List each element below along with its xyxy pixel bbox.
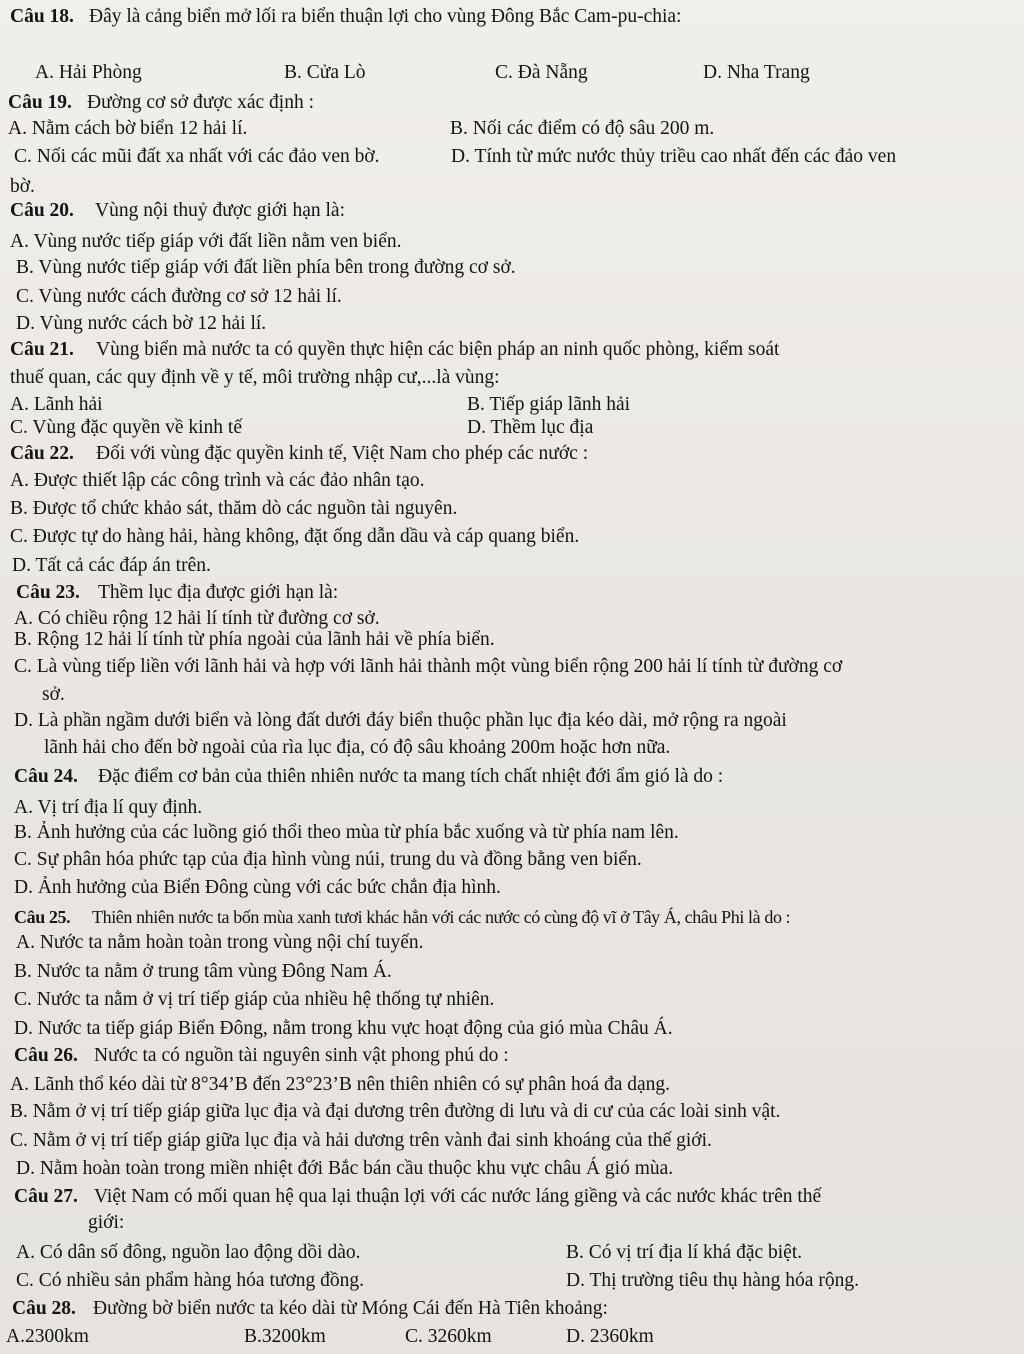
question-28-option-b: B.3200km (244, 1326, 326, 1347)
question-28-option-c: C. 3260km (405, 1326, 492, 1347)
question-21-option-c: C. Vùng đặc quyền về kinh tế (10, 417, 242, 438)
question-25-stem: Thiên nhiên nước ta bốn mùa xanh tươi khác hẳn với các nước có cùng độ vĩ ở Tây Á, châu Phi là do : (92, 907, 791, 927)
question-23-option-d-cont: lãnh hải cho đến bờ ngoài của rìa lục địa, có độ sâu khoảng 200m hoặc hơn nữa. (44, 737, 671, 758)
question-21-stem-1: Vùng biển mà nước ta có quyền thực hiện các biện pháp an ninh quốc phòng, kiểm soát (96, 339, 780, 360)
question-23-number: Câu 23. (16, 582, 80, 603)
question-25-number: Câu 25. (14, 907, 71, 927)
question-19-number: Câu 19. (8, 92, 72, 113)
question-21-option-d: D. Thềm lục địa (467, 417, 594, 438)
question-19-option-a: A. Nằm cách bờ biển 12 hải lí. (8, 118, 248, 139)
question-25-option-c: C. Nước ta nằm ở vị trí tiếp giáp của nhiều hệ thống tự nhiên. (14, 989, 495, 1010)
question-21-number: Câu 21. (10, 339, 74, 360)
question-25-option-a: A. Nước ta nằm hoàn toàn trong vùng nội chí tuyến. (16, 932, 424, 953)
question-26-option-c: C. Nằm ở vị trí tiếp giáp giữa lục địa và hải dương trên vành đai sinh khoáng của thế giới. (10, 1130, 712, 1151)
question-23-stem: Thềm lục địa được giới hạn là: (98, 582, 339, 603)
question-18-stem: Đây là cảng biển mở lối ra biển thuận lợi cho vùng Đông Bắc Cam-pu-chia: (89, 6, 682, 27)
question-20-stem: Vùng nội thuỷ được giới hạn là: (95, 200, 345, 221)
question-24-option-d: D. Ảnh hưởng của Biển Đông cùng với các bức chắn địa hình. (14, 877, 501, 898)
question-22-option-b: B. Được tổ chức khảo sát, thăm dò các nguồn tài nguyên. (10, 498, 458, 519)
question-28-option-a: A.2300km (6, 1326, 89, 1347)
question-20-option-d: D. Vùng nước cách bờ 12 hải lí. (16, 313, 267, 334)
question-26-option-d: D. Nằm hoàn toàn trong miền nhiệt đới Bắc bán cầu thuộc khu vực châu Á gió mùa. (16, 1158, 674, 1179)
question-26-number: Câu 26. (14, 1045, 78, 1066)
question-24-option-c: C. Sự phân hóa phức tạp của địa hình vùng núi, trung du và đồng bằng ven biển. (14, 849, 642, 870)
question-18-option-a: A. Hải Phòng (35, 62, 142, 83)
question-20-option-b: B. Vùng nước tiếp giáp với đất liền phía bên trong đường cơ sở. (16, 257, 516, 278)
question-21-option-b: B. Tiếp giáp lãnh hải (467, 394, 631, 415)
question-24-option-b: B. Ảnh hưởng của các luồng gió thổi theo mùa từ phía bắc xuống và từ phía nam lên. (14, 822, 679, 843)
question-20-number: Câu 20. (10, 200, 74, 221)
question-18-option-c: C. Đà Nẵng (495, 62, 588, 83)
question-22-number: Câu 22. (10, 443, 74, 464)
question-27-option-c: C. Có nhiều sản phẩm hàng hóa tương đồng. (16, 1270, 365, 1291)
question-27-option-d: D. Thị trường tiêu thụ hàng hóa rộng. (566, 1270, 859, 1291)
question-22-option-d: D. Tất cả các đáp án trên. (12, 555, 211, 576)
question-24-number: Câu 24. (14, 766, 78, 787)
question-19-option-b: B. Nối các điểm có độ sâu 200 m. (450, 118, 715, 139)
question-26-option-a: A. Lãnh thổ kéo dài từ 8°34’B đến 23°23’B nên thiên nhiên có sự phân hoá đa dạng. (10, 1074, 671, 1095)
question-19-option-d-cont: bờ. (10, 176, 35, 197)
question-27-stem-2: giới: (88, 1212, 125, 1233)
question-25-option-b: B. Nước ta nằm ở trung tâm vùng Đông Nam Á. (14, 961, 392, 982)
question-19-option-d: D. Tính từ mức nước thủy triều cao nhất đến các đảo ven (451, 146, 897, 167)
question-28-option-d: D. 2360km (566, 1326, 654, 1347)
question-27-option-a: A. Có dân số đông, nguồn lao động dồi dào. (16, 1242, 361, 1263)
question-27-option-b: B. Có vị trí địa lí khá đặc biệt. (566, 1242, 803, 1263)
question-19-stem: Đường cơ sở được xác định : (87, 92, 315, 113)
question-18-option-b: B. Cửa Lò (284, 62, 366, 83)
question-27-number: Câu 27. (14, 1186, 78, 1207)
question-23-option-a: A. Có chiều rộng 12 hải lí tính từ đường cơ sở. (14, 608, 380, 629)
question-26-stem: Nước ta có nguồn tài nguyên sinh vật phong phú do : (94, 1045, 509, 1066)
question-20-option-a: A. Vùng nước tiếp giáp với đất liền nằm ven biển. (10, 231, 402, 252)
question-21-stem-2: thuế quan, các quy định về y tế, môi trường nhập cư,...là vùng: (10, 367, 500, 388)
question-22-option-a: A. Được thiết lập các công trình và các đảo nhân tạo. (10, 470, 425, 491)
question-19-option-c: C. Nối các mũi đất xa nhất với các đảo ven bờ. (14, 146, 380, 167)
question-24-stem: Đặc điểm cơ bản của thiên nhiên nước ta mang tích chất nhiệt đới ẩm gió là do : (98, 766, 724, 787)
question-23-option-c-cont: sở. (42, 684, 65, 705)
question-22-option-c: C. Được tự do hàng hải, hàng không, đặt ống dẫn dầu và cáp quang biển. (10, 526, 580, 547)
question-23-option-c: C. Là vùng tiếp liền với lãnh hải và hợp với lãnh hải thành một vùng biển rộng 200 hải lí tính từ đường cơ (14, 656, 843, 677)
question-28-stem: Đường bờ biển nước ta kéo dài từ Móng Cái đến Hà Tiên khoảng: (93, 1298, 608, 1319)
question-23-option-b: B. Rộng 12 hải lí tính từ phía ngoài của lãnh hải về phía biển. (14, 629, 495, 650)
question-23-option-d: D. Là phần ngầm dưới biển và lòng đất dưới đáy biển thuộc phần lục địa kéo dài, mở rộng ra ngoài (14, 710, 787, 731)
question-21-option-a: A. Lãnh hải (10, 394, 103, 415)
question-18-option-d: D. Nha Trang (703, 62, 810, 83)
question-26-option-b: B. Nằm ở vị trí tiếp giáp giữa lục địa và đại dương trên đường di lưu và di cư của các loài sinh vật. (10, 1101, 781, 1122)
question-20-option-c: C. Vùng nước cách đường cơ sở 12 hải lí. (16, 286, 342, 307)
question-27-stem-1: Việt Nam có mối quan hệ qua lại thuận lợi với các nước láng giềng và các nước khác trên thế (94, 1186, 822, 1207)
question-24-option-a: A. Vị trí địa lí quy định. (14, 797, 203, 818)
question-25-option-d: D. Nước ta tiếp giáp Biển Đông, nằm trong khu vực hoạt động của gió mùa Châu Á. (14, 1018, 673, 1039)
question-22-stem: Đối với vùng đặc quyền kinh tế, Việt Nam cho phép các nước : (96, 443, 589, 464)
question-18-number: Câu 18. (10, 6, 74, 27)
question-28-number: Câu 28. (12, 1298, 76, 1319)
